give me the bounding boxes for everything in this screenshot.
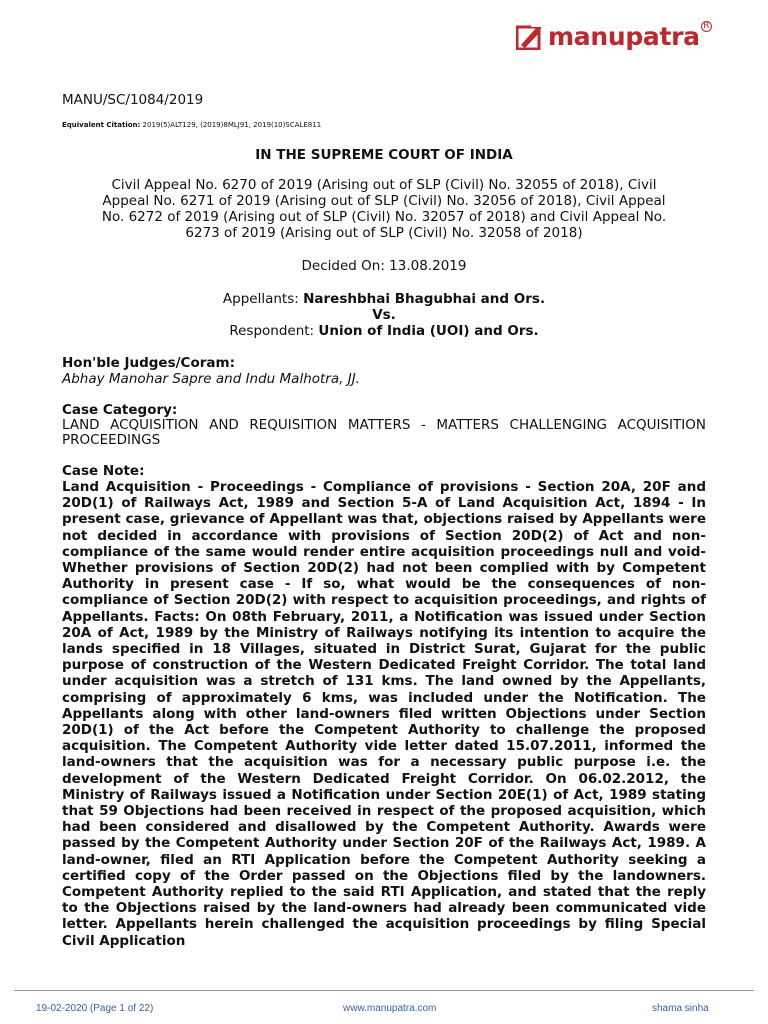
respondent-name: Union of India (UOI) and Ors. bbox=[318, 323, 539, 339]
appeal-line: No. 6272 of 2019 (Arising out of SLP (Civil) No. 32057 of 2018) and Civil Appeal No. bbox=[101, 209, 667, 225]
decided-on: Decided On: 13.08.2019 bbox=[301, 258, 467, 274]
case-note-text: Land Acquisition - Proceedings - Compliance of provisions - Section 20A, 20F and 20D(1) of Railways Act, 1989 and Section 5-A of Land Acquisition Act, 1894 - In present case, grievance of Appellant was that, objections raised by Appellants were not decided in accordance with provisions of Section 20D(2) of Act and non-compliance of the same would render entire acquisition proceedings null and void- Whether provisions of Section 20D(2) had not been complied with by Competent Authority in present case - If so, what would be the consequences of non-compliance of Section 20D(2) with respect to acquisition proceedings, and rights of Appellants. Facts: On 08th February, 2011, a Notification was issued under Section 20A of Act, 1989 by the Ministry of Railways notifying its intention to acquire the lands specified in 18 Villages, situated in District Surat, Gujarat for the public purpose of construction of the Western Dedicated Freight Corridor. The total land under acquisition was a stretch of 131 kms. The land owned by the Appellants, comprising of approximately 6 kms, was included under the Notification. The Appellants along with other land-owners filed written Objections under Section 20D(1) of the Act before the Competent Authority to challenge the proposed acquisition. The Competent Authority vide letter dated 15.07.2011, informed the land-owners that the acquisition was for a necessary public purpose i.e. the development of the Western Dedicated Freight Corridor. On 06.02.2012, the Ministry of Railways issued a Notification under Section 20E(1) of Act, 1989 stating that 59 Objections had been received in respect of the proposed acquisition, which had been considered and disallowed by the Competent Authority. Awards were passed by the Competent Authority under Section 20F of the Railways Act, 1989. A land-owner, filed an RTI Application before the Competent Authority seeking a certified copy of the Order passed on the Objections filed by the landowners. Competent Authority replied to the said RTI Application, and stated that the reply to the Objections raised by the land-owners had already been communicated vide letter. Appellants herein challenged the acquisition proceedings by filing Special Civil Application bbox=[62, 479, 706, 949]
appeal-numbers bbox=[62, 177, 706, 241]
category-heading: Case Category: bbox=[62, 402, 178, 418]
footer-divider bbox=[14, 990, 754, 991]
respondent-label: Respondent: bbox=[229, 323, 319, 339]
appeal-line: Civil Appeal No. 6270 of 2019 (Arising out of SLP (Civil) No. 32055 of 2018), Civil bbox=[111, 177, 657, 193]
document-body bbox=[62, 92, 706, 949]
manupatra-logo bbox=[516, 22, 712, 51]
registered-mark: R bbox=[701, 21, 712, 32]
brand-name: manupatra bbox=[548, 22, 700, 51]
court-name: IN THE SUPREME COURT OF INDIA bbox=[255, 147, 513, 163]
appellants-label: Appellants: bbox=[222, 291, 304, 307]
equivalent-citation-value: 2019(5)ALT129, (2019)8MLJ91, 2019(10)SCALE811 bbox=[140, 121, 322, 129]
appeal-line: 6273 of 2019 (Arising out of SLP (Civil) No. 32058 of 2018) bbox=[185, 225, 583, 241]
footer-user: shama sinha bbox=[652, 1003, 709, 1014]
appeal-line: Appeal No. 6271 of 2019 (Arising out of SLP (Civil) No. 32056 of 2018), Civil Appeal bbox=[102, 193, 666, 209]
appellants-name: Nareshbhai Bhagubhai and Ors. bbox=[303, 291, 546, 307]
versus: Vs. bbox=[372, 307, 396, 323]
manu-citation: MANU/SC/1084/2019 bbox=[62, 92, 204, 108]
case-category: LAND ACQUISITION AND REQUISITION MATTERS - MATTERS CHALLENGING ACQUISITION PROCEEDINGS bbox=[62, 417, 706, 448]
footer-date-page: 19-02-2020 (Page 1 of 22) bbox=[36, 1003, 154, 1014]
equivalent-citation bbox=[62, 121, 706, 129]
manupatra-logo-icon bbox=[516, 24, 544, 50]
case-note-heading: Case Note: bbox=[62, 463, 145, 479]
judges-heading: Hon'ble Judges/Coram: bbox=[62, 355, 235, 371]
parties bbox=[62, 291, 706, 339]
judges: Abhay Manohar Sapre and Indu Malhotra, JJ. bbox=[62, 371, 360, 387]
respondent-line bbox=[62, 323, 706, 339]
appellants-line bbox=[62, 291, 706, 307]
equivalent-citation-label: Equivalent Citation: bbox=[62, 121, 141, 129]
footer-site-link[interactable]: www.manupatra.com bbox=[343, 1003, 437, 1014]
